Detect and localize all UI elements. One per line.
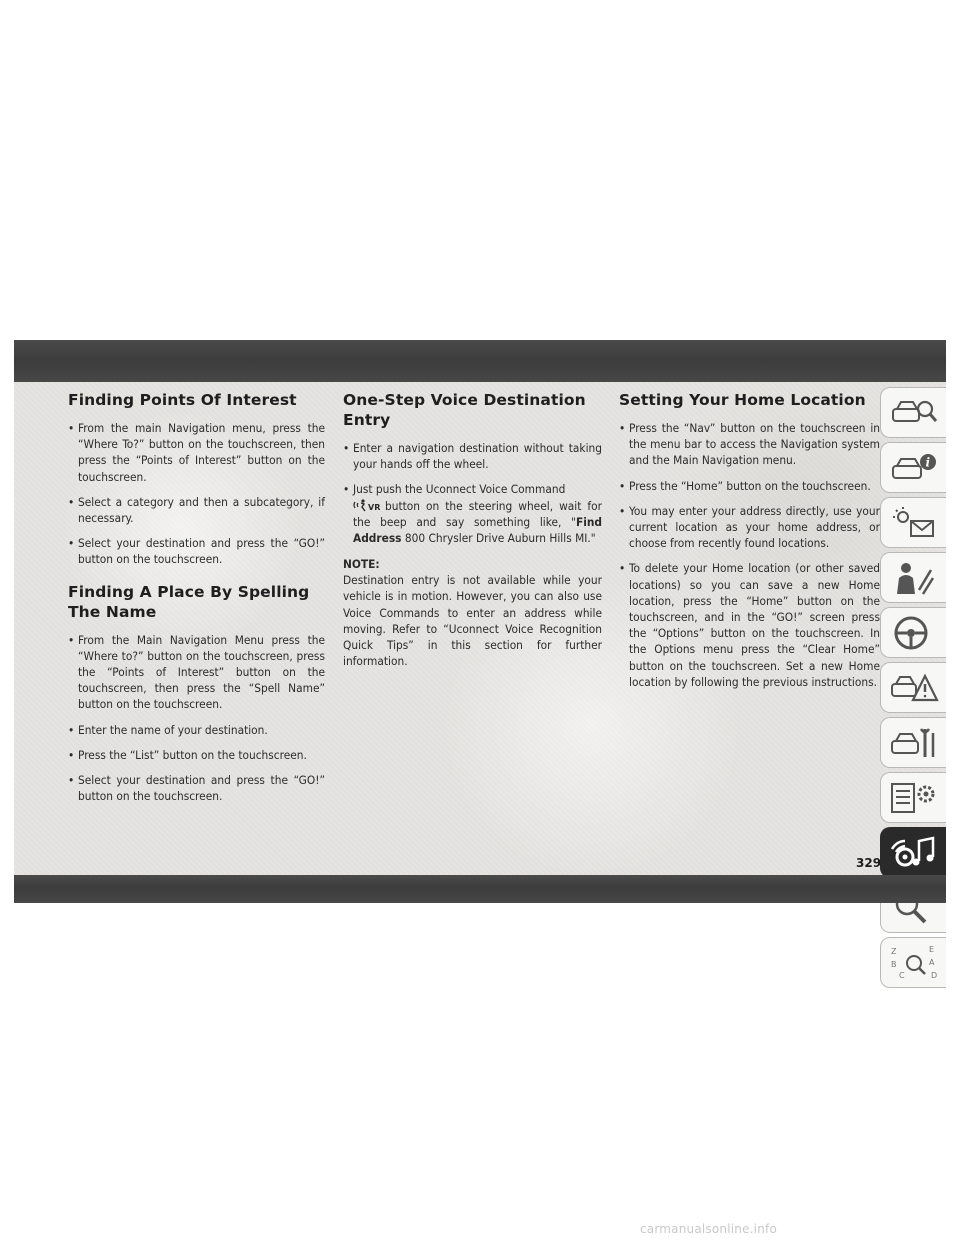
emergency-tab-icon [889,670,939,706]
heading-home-location: Setting Your Home Location [619,391,866,409]
index-letter: A [929,958,935,967]
watermark: carmanualsonline.info [640,1222,777,1236]
list-item: • To delete your Home location (or other saved locations) so you can save a new Home location, press the “Home” button on the touchscreen, and in the “GO!” screen press the “Options” button on the touchscreen. In the Options menu press the “Clear Home” button on the touchscreen. Set a new Home location by following the previous instructions. [619,560,880,690]
heading-spell-name: Finding A Place By Spelling The Name [68,582,310,621]
manual-page [14,382,946,875]
tab-starting-operating[interactable] [880,607,946,658]
voice-instruction-start: Just push the Uconnect Voice Command [353,482,566,497]
voice-instruction-middle: button on the steering wheel, wait for the beep and say something like, " [353,498,602,529]
index-letter: B [891,960,897,969]
list-item: • Select your destination and press the “GO!” button on the touchscreen. [68,772,325,804]
tab-emergency[interactable] [880,662,946,713]
tab-servicing-maintenance[interactable] [880,717,946,768]
spell-name-list [68,632,325,805]
voice-instruction-end: 800 Chrysler Drive Auburn Hills MI." [401,531,596,546]
note-label: NOTE: [343,557,380,572]
note-text: Destination entry is not available while your vehicle is in motion. However, you can also use Voice Commands to enter an address while moving. Refer to “Uconnect Voice Recognition Quick Tips” in this section for further information. [343,573,602,669]
list-item [343,481,602,546]
voice-instruction-bold: Find Address [353,514,602,546]
tab-index[interactable] [880,937,946,988]
tab-warning-messages[interactable] [880,497,946,548]
heading-voice-destination: One-Step Voice Destination Entry [343,391,586,429]
footer-band [14,875,946,903]
index-tab-icon [889,945,939,981]
list-item: • Select your destination and press the “GO!” button on the touchscreen. [68,535,325,567]
index-letter: C [899,971,905,980]
list-item: • From the Main Navigation Menu press the “Where to?” button on the touchscreen, press the “Points of Interest” button on the touchscreen, then press the “Spell Name” button on the touchscreen. [68,632,325,713]
svg-text:VR: VR [368,502,381,512]
list-item: • Enter a navigation destination without taking your hands off the wheel. [343,440,602,472]
poi-list [68,420,325,568]
tab-vehicle-info[interactable] [880,442,946,493]
list-item: • You may enter your address directly, use your current location as your home address, or choose from recently found locations. [619,503,880,552]
list-item: • From the main Navigation menu, press the “Where To?” button on the touchscreen, then press the “Points of Interest” button on the touchscreen. [68,420,325,485]
voice-command-vr-icon [353,498,383,512]
list-item: • Press the “Nav” button on the touchscreen in the menu bar to access the Navigation system and the Main Navigation menu. [619,420,880,469]
column-3 [619,390,880,699]
column-2 [343,390,602,669]
servicing-maintenance-tab-icon [889,725,939,761]
technical-specifications-tab-icon [889,780,939,816]
starting-operating-tab-icon [889,615,939,651]
heading-points-of-interest: Finding Points Of Interest [68,391,297,409]
voice-destination-list [343,440,602,546]
list-item: • Select a category and then a subcategory, if necessary. [68,494,325,526]
tab-multimedia[interactable] [880,827,946,878]
list-item: • Press the “Home” button on the touchscreen. [619,478,880,494]
tab-vehicle-search[interactable] [880,387,946,438]
multimedia-tab-icon [889,835,939,871]
list-item: • Enter the name of your destination. [68,722,325,738]
index-letter: D [931,971,938,980]
vehicle-search-tab-icon [889,395,939,431]
index-letter: Z [891,947,897,956]
safety-tab-icon [889,560,939,596]
svg-text:i: i [925,455,931,470]
page-number: 329 [856,856,882,870]
tab-technical-specifications[interactable] [880,772,946,823]
warning-lights-messages-tab-icon [889,505,939,541]
tab-safety[interactable] [880,552,946,603]
header-band [14,340,946,382]
home-location-list [619,420,880,690]
vehicle-info-tab-icon [889,450,939,486]
column-1 [68,390,325,813]
index-letter: E [929,945,935,954]
list-item: • Press the “List” button on the touchscreen. [68,747,325,763]
